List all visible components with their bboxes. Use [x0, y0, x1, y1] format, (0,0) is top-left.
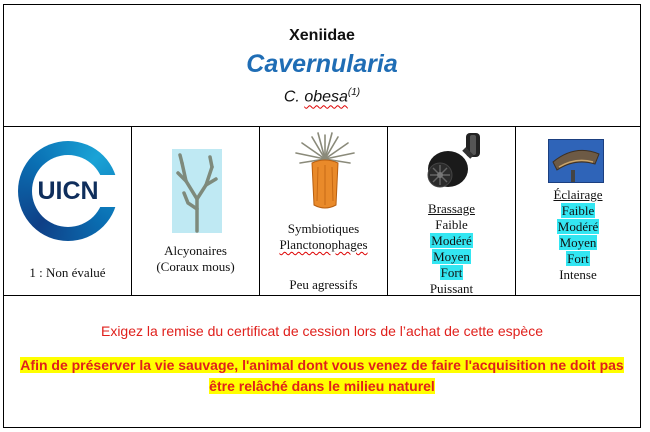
uicn-logo: [18, 141, 118, 241]
flow-level-modere: Modéré: [431, 233, 472, 248]
iucn-status: 1 : Non évalué: [29, 265, 106, 280]
flow-title: Brassage: [428, 201, 475, 216]
aquarium-lamp-icon: [548, 139, 604, 183]
species-abbr: C.: [283, 88, 300, 106]
light-level-fort: Fort: [567, 251, 589, 266]
iucn-cell: [4, 127, 132, 295]
feeding-line2: Planctonophages: [279, 237, 368, 252]
soft-coral-icon: [172, 149, 222, 233]
species-note: (1): [347, 87, 361, 98]
feeding-line1: Symbiotiques: [287, 221, 360, 236]
coral-type-line1: Alcyonaires: [164, 243, 227, 258]
light-level-faible: Faible: [561, 203, 595, 218]
flow-level-puissant: Puissant: [429, 281, 474, 296]
coral-type-cell: [132, 127, 260, 295]
flow-level-faible: Faible: [435, 217, 468, 232]
header: [4, 5, 640, 126]
flow-level-moyen: Moyen: [433, 249, 470, 264]
light-title: Éclairage: [553, 187, 603, 202]
genus-name: Cavernularia: [246, 50, 398, 78]
footer: [4, 296, 640, 427]
light-level-moyen: Moyen: [559, 235, 597, 250]
flow-cell: [388, 127, 516, 295]
light-cell: [516, 127, 640, 295]
flow-level-fort: Fort: [440, 265, 463, 280]
coral-type-line2: (Coraux mous): [156, 259, 235, 274]
family-name: Xeniidae: [289, 27, 355, 44]
light-level-intense: Intense: [559, 267, 597, 282]
coral-polyp-icon: [292, 131, 358, 211]
light-level-modere: Modéré: [557, 219, 599, 234]
uicn-logo-text: UICN: [37, 177, 99, 205]
species-name: [4, 87, 640, 106]
certificate-notice: Exigez la remise du certificat de cession lors de l’achat de cette espèce: [100, 323, 543, 339]
wave-pump-icon: [422, 131, 486, 195]
behavior-text: Peu agressifs: [289, 277, 358, 292]
species-epithet: obesa: [304, 88, 348, 106]
species-sheet: [3, 4, 641, 428]
feeding-cell: [260, 127, 388, 295]
info-row: [4, 126, 640, 296]
release-warning: Afin de préserver la vie sauvage, l'animal dont vous venez de faire l'acquisition ne doit pas être relâché dans le milieu naturel: [20, 357, 624, 394]
